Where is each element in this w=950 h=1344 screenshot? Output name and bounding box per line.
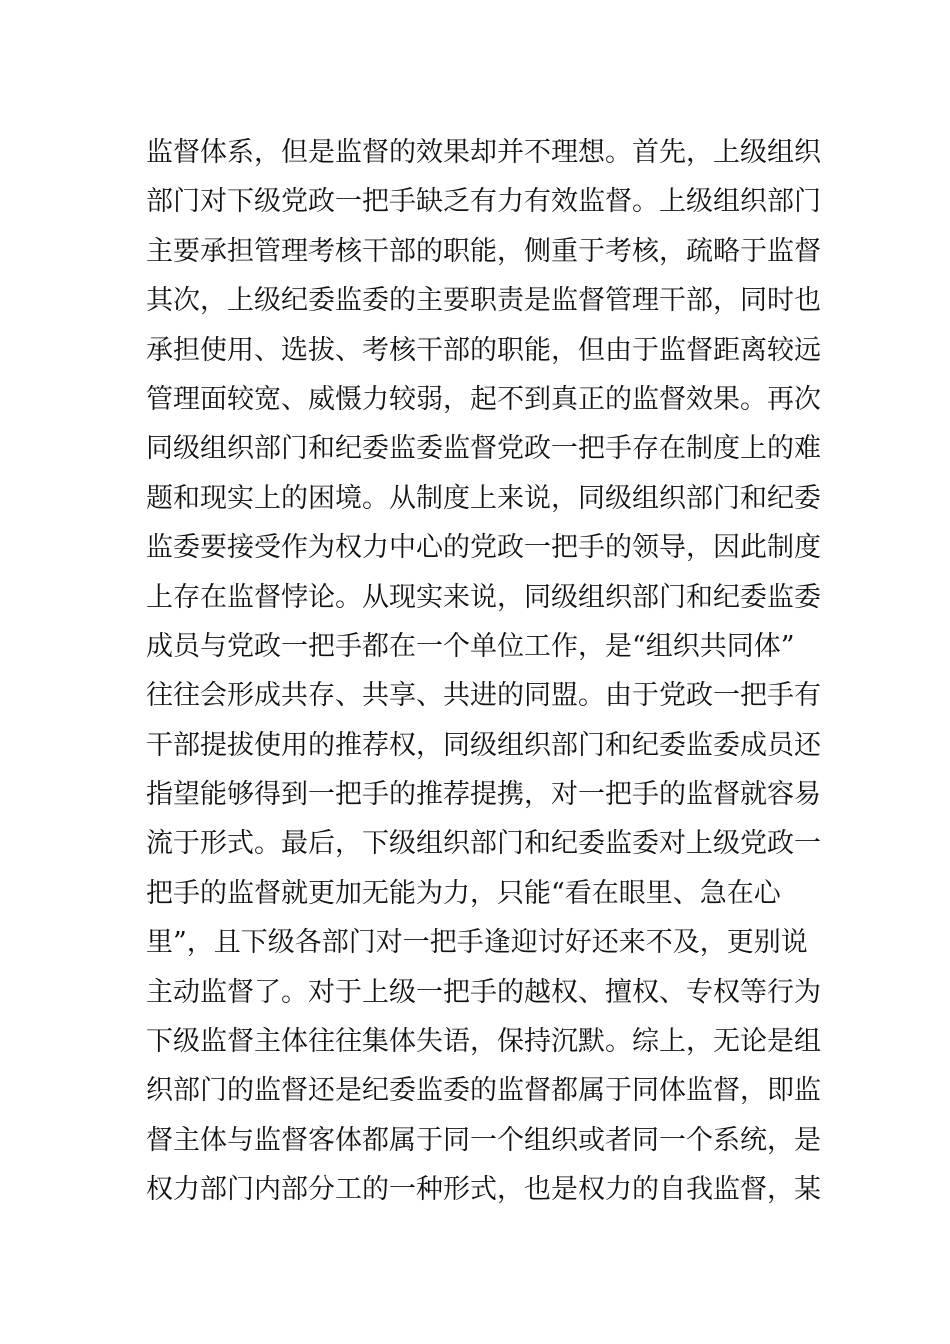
text-line: 里”，且下级各部门对一把手逢迎讨好还来不及，更别说	[146, 927, 808, 959]
text-line: 主动监督了。对于上级一把手的越权、擅权、专权等行为	[146, 976, 821, 1008]
text-line: 把手的监督就更加无能为力，只能“看在眼里、急在心	[146, 877, 781, 909]
text-line: 部门对下级党政一把手缺乏有力有效监督。上级组织部门	[146, 186, 821, 218]
text-line: 承担使用、选拔、考核干部的职能，但由于监督距离较远	[146, 334, 821, 366]
text-line: 同级组织部门和纪委监委监督党政一把手存在制度上的难	[146, 433, 821, 465]
text-line: 流于形式。最后，下级组织部门和纪委监委对上级党政一	[146, 828, 821, 860]
text-line: 督主体与监督客体都属于同一个组织或者同一个系统，是	[146, 1124, 821, 1156]
text-line: 权力部门内部分工的一种形式，也是权力的自我监督，某	[146, 1174, 821, 1206]
body-text	[146, 128, 821, 1215]
text-line: 指望能够得到一把手的推荐提携，对一把手的监督就容易	[146, 779, 821, 811]
text-line: 往往会形成共存、共享、共进的同盟。由于党政一把手有	[146, 680, 821, 712]
text-line: 织部门的监督还是纪委监委的监督都属于同体监督，即监	[146, 1075, 821, 1107]
text-line: 成员与党政一把手都在一个单位工作，是“组织共同体”	[146, 630, 795, 662]
text-line: 干部提拔使用的推荐权，同级组织部门和纪委监委成员还	[146, 729, 821, 761]
text-line: 主要承担管理考核干部的职能，侧重于考核，疏略于监督	[146, 235, 821, 267]
text-line: 上存在监督悖论。从现实来说，同级组织部门和纪委监委	[146, 581, 821, 613]
text-line: 管理面较宽、威慑力较弱，起不到真正的监督效果。再次	[146, 383, 821, 415]
text-line: 其次，上级纪委监委的主要职责是监督管理干部，同时也	[146, 285, 821, 317]
text-line: 题和现实上的困境。从制度上来说，同级组织部门和纪委	[146, 482, 821, 514]
text-line: 监督体系，但是监督的效果却并不理想。首先，上级组织	[146, 137, 821, 168]
text-line: 下级监督主体往往集体失语，保持沉默。综上，无论是组	[146, 1026, 821, 1058]
text-line: 监委要接受作为权力中心的党政一把手的领导，因此制度	[146, 532, 821, 564]
